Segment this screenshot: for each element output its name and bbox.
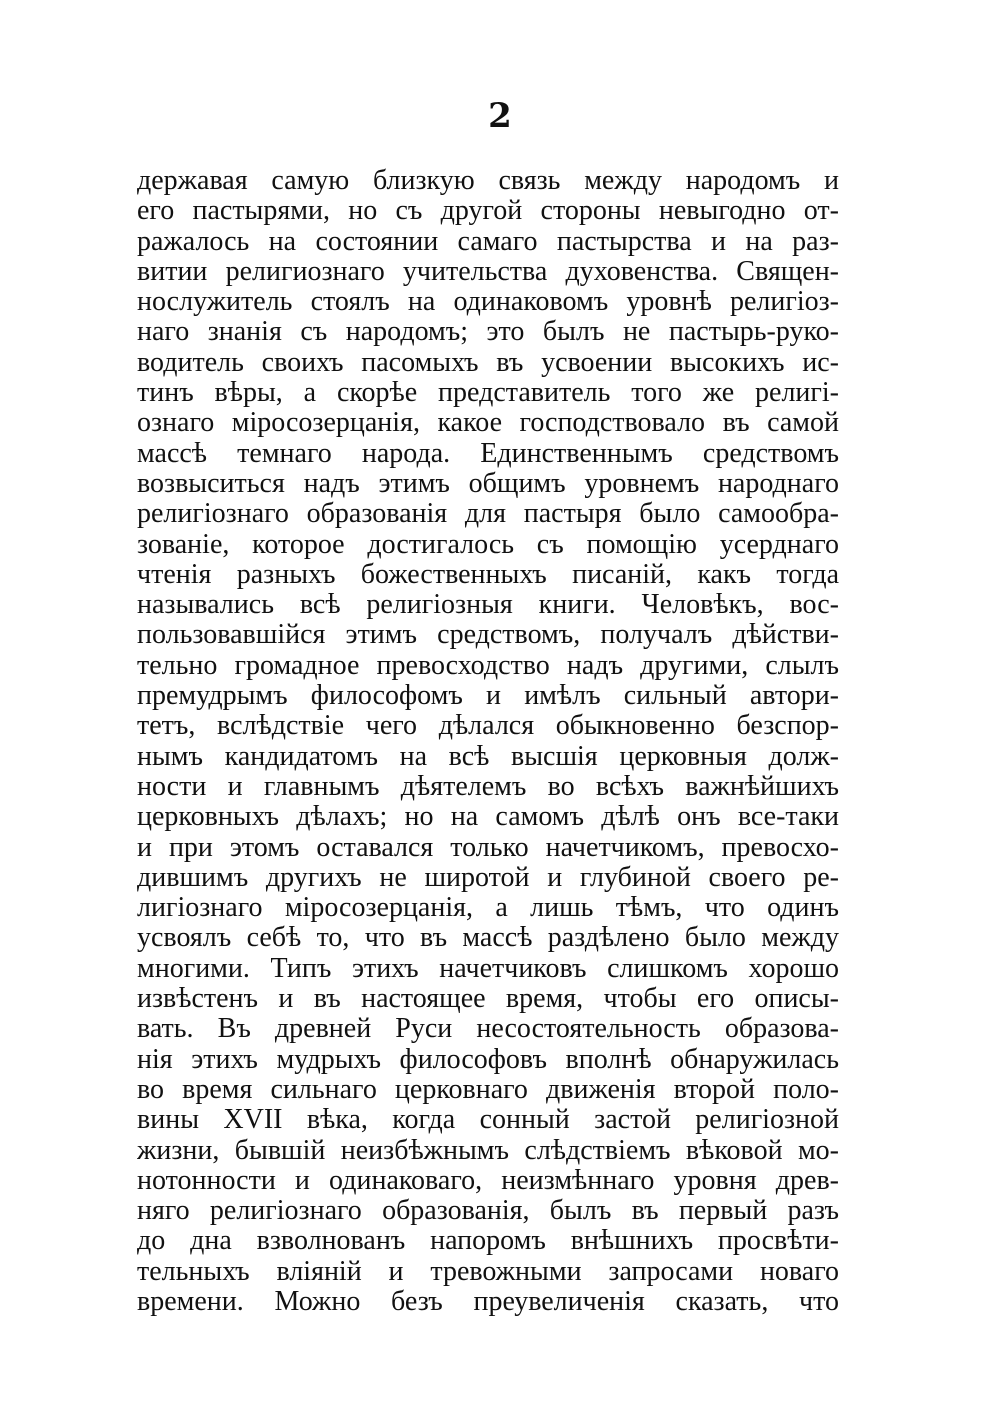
text-line: дившимъ другихъ не широтой и глубиной своего ре- [137, 862, 839, 893]
text-line: возвыситься надъ этимъ общимъ уровнемъ народнаго [137, 468, 839, 499]
text-line: массѣ темнаго народа. Единственнымъ средствомъ [137, 438, 839, 469]
text-line: тетъ, вслѣдствіе чего дѣлался обыкновенно безспор- [137, 711, 839, 742]
text-line: многими. Типъ этихъ начетчиковъ слишкомъ хорошо [137, 953, 839, 984]
text-line: няго религіознаго образованія, былъ въ первый разъ [137, 1196, 839, 1227]
text-line: ознаго міросозерцанія, какое господствовало въ самой [137, 408, 839, 439]
text-line: во время сильнаго церковнаго движенія второй поло- [137, 1074, 839, 1105]
body-text [137, 166, 839, 1317]
text-line: извѣстенъ и въ настоящее время, чтобы его описы- [137, 984, 839, 1015]
text-line: витии религиознаго учительства духовенства. Священ- [137, 256, 839, 287]
text-line: вины XVII вѣка, когда сонный застой религіозной [137, 1105, 839, 1136]
text-line: назывались всѣ религіозныя книги. Человѣкъ, вос- [137, 590, 839, 621]
text-line: наго знанія съ народомъ; это былъ не пастырь-руко- [137, 317, 839, 348]
text-line: зованіе, которое достигалось съ помощію усерднаго [137, 529, 839, 560]
text-line: пользовавшійся этимъ средствомъ, получалъ дѣйстви- [137, 620, 839, 651]
text-line: нослужитель стоялъ на одинаковомъ уровнѣ религіоз- [137, 287, 839, 318]
text-line: ности и главнымъ дѣятелемъ во всѣхъ важнѣйшихъ [137, 771, 839, 802]
text-line: жизни, бывшій неизбѣжнымъ слѣдствіемъ вѣковой мо- [137, 1135, 839, 1166]
text-line: вать. Въ древней Руси несостоятельность образова- [137, 1014, 839, 1045]
text-line: лигіознаго міросозерцанія, а лишь тѣмъ, что одинъ [137, 893, 839, 924]
text-line: религіознаго образованія для пастыря было самообра- [137, 499, 839, 530]
text-line: его пастырями, но съ другой стороны невыгодно от- [137, 196, 839, 227]
text-line: нія этихъ мудрыхъ философовъ вполнѣ обнаружилась [137, 1044, 839, 1075]
text-line: церковныхъ дѣлахъ; но на самомъ дѣлѣ онъ все-таки [137, 802, 839, 833]
text-line: чтенія разныхъ божественныхъ писаній, какъ тогда [137, 559, 839, 590]
page-number: 2 [488, 96, 512, 136]
text-line: до дна взволнованъ напоромъ внѣшнихъ просвѣти- [137, 1226, 839, 1257]
text-line: усвоялъ себѣ то, что въ массѣ раздѣлено было между [137, 923, 839, 954]
text-line: державая самую близкую связь между народомъ и [137, 166, 839, 196]
text-line: тельно громадное превосходство надъ другими, слылъ [137, 650, 839, 681]
text-line: нымъ кандидатомъ на всѣ высшія церковныя долж- [137, 741, 839, 772]
text-line: времени. Можно безъ преувеличенія сказать, что [137, 1286, 839, 1317]
text-line: тельныхъ вліяній и тревожными запросами новаго [137, 1256, 839, 1287]
text-line: нотонности и одинаковаго, неизмѣннаго уровня древ- [137, 1165, 839, 1196]
text-line: и при этомъ оставался только начетчикомъ, превосхо- [137, 832, 839, 863]
text-line: премудрымъ философомъ и имѣлъ сильный автори- [137, 681, 839, 712]
text-line: ражалось на состоянии самаго пастырства и на раз- [137, 226, 839, 257]
text-line: водитель своихъ пасомыхъ въ усвоении высокихъ ис- [137, 347, 839, 378]
text-line: тинъ вѣры, а скорѣе представитель того же религі- [137, 378, 839, 409]
